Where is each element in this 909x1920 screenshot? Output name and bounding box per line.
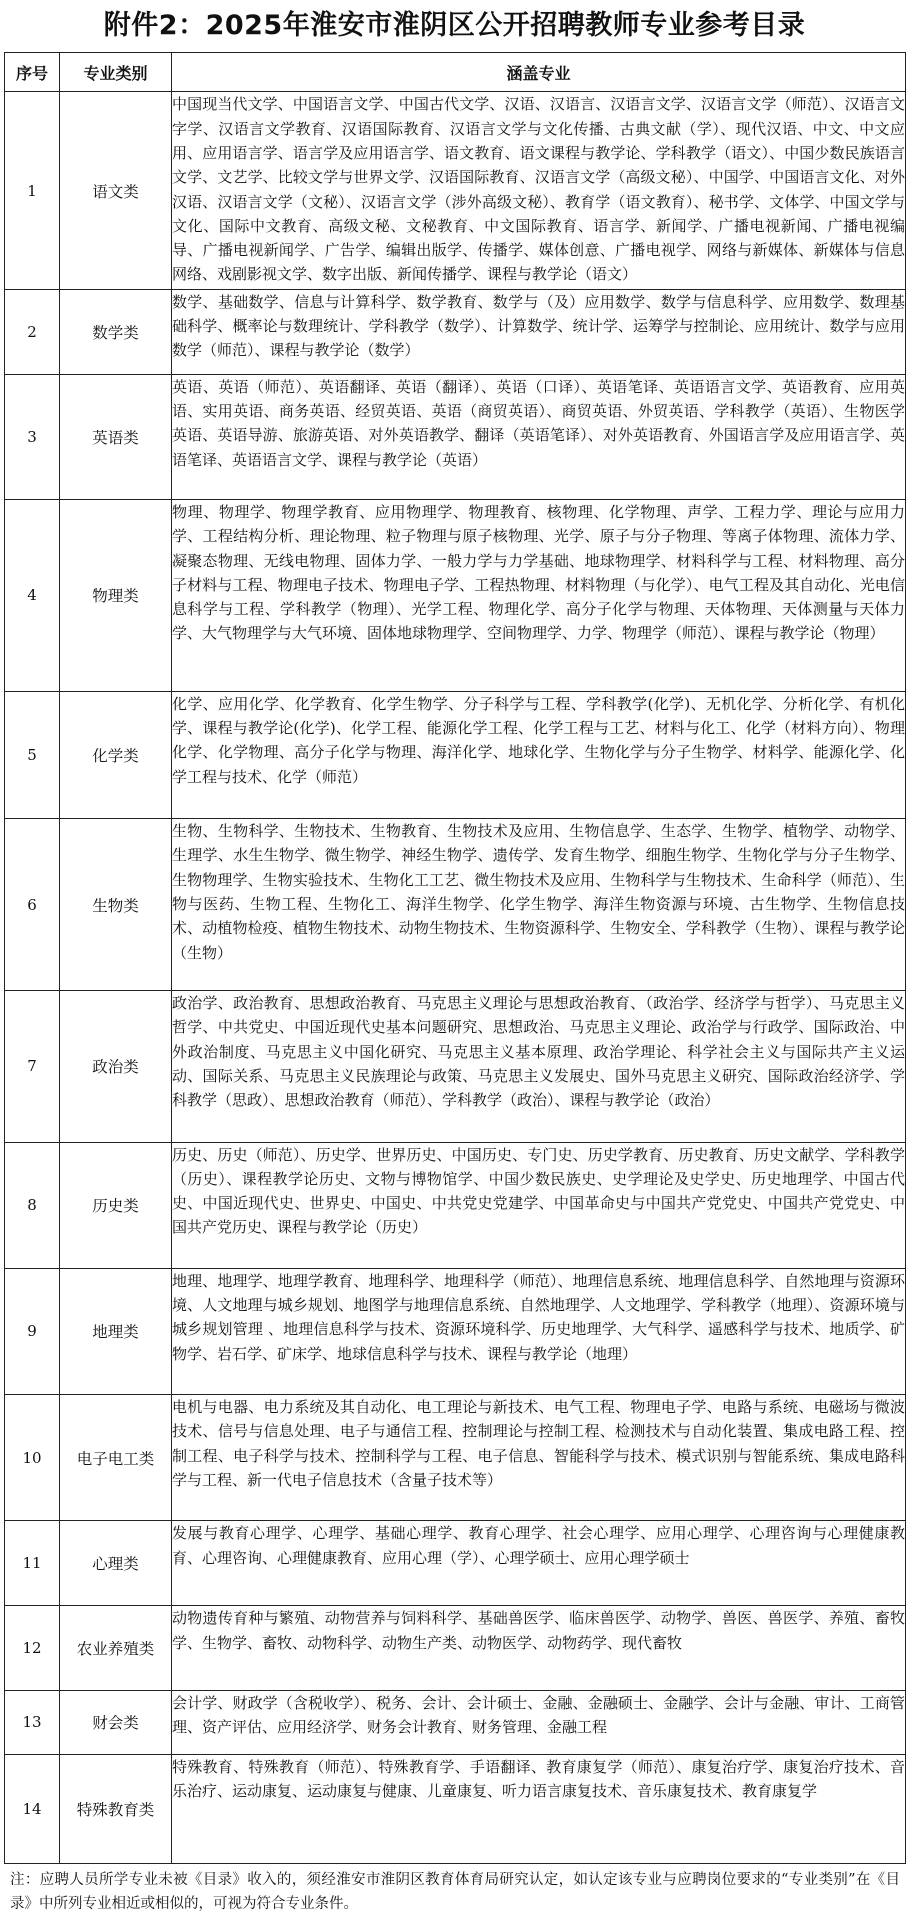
row-majors: 中国现当代文学、中国语言文学、中国古代文学、汉语、汉语言、汉语言文学、汉语言文学（师范）、汉语言文字学、汉语言文学教育、汉语国际教育、汉语言文学与文化传播、古典文献（学）、现代汉语、中文、中文应用、应用语言学、语言学及应用语言学、语文教育、语文课程与教学论、学科教学（语文）、中国少数民族语言文学、文艺学、比较文学与世界文学、汉语国际教育、汉语言文学（高级文秘）、中国学、中国语言文化、对外汉语、汉语言文学（文秘）、汉语言文学（涉外高级文秘）、教育学（语文教育）、秘书学、文体学、中国文学与文化、国际中文教育、高级文秘、文秘教育、中文国际教育、语言学、新闻学、广播电视新闻、广播电视编导、广播电视新闻学、广告学、编辑出版学、传播学、媒体创意、广播电视学、网络与新媒体、新媒体与信息网络、戏剧影视文学、数字出版、新闻传播学、课程与教学论（语文） [172,92,906,289]
table-row [5,1268,906,1394]
table-row [5,289,906,374]
row-category: 财会类 [60,1691,172,1755]
row-majors: 英语、英语（师范）、英语翻译、英语（翻译）、英语（口译）、英语笔译、英语语言文学、英语教育、应用英语、实用英语、商务英语、经贸英语、英语（商贸英语）、商贸英语、外贸英语、学科教学（英语）、生物医学英语、英语导游、旅游英语、对外英语教学、翻译（英语笔译）、对外英语教育、外国语言学及应用语言学、英语笔译、英语语言文学、课程与教学论（英语） [172,374,906,499]
row-category: 英语类 [60,374,172,499]
row-number: 2 [5,289,60,374]
row-category: 电子电工类 [60,1395,172,1521]
row-majors: 物理、物理学、物理学教育、应用物理学、物理教育、核物理、化学物理、声学、工程力学、理论与应用力学、工程结构分析、理论物理、粒子物理与原子核物理、光学、原子与分子物理、等离子体物理、流体力学、凝聚态物理、无线电物理、固体力学、一般力学与力学基础、地球物理学、材料科学与工程、材料物理、高分子材料与工程、物理电子技术、物理电子学、工程热物理、材料物理（与化学）、电气工程及其自动化、光电信息科学与工程、学科教学（物理）、光学工程、物理化学、高分子化学与物理、天体物理、天体测量与天体力学、大气物理学与大气环境、固体地球物理学、空间物理学、力学、物理学（师范）、课程与教学论（物理） [172,499,906,691]
row-majors: 生物、生物科学、生物技术、生物教育、生物技术及应用、生物信息学、生态学、生物学、植物学、动物学、生理学、水生生物学、微生物学、神经生物学、遗传学、发育生物学、细胞生物学、生物化学与分子生物学、生物物理学、生物实验技术、生物化工工艺、微生物技术及应用、生物科学与生物技术、生命科学（师范）、生物与医药、生物工程、生物化工、海洋生物学、化学生物学、海洋生物资源与环境、古生物学、生物信息技术、动植物检疫、植物生物技术、动物生物技术、生物资源科学、生物安全、学科教学（生物）、课程与教学论（生物） [172,819,906,991]
row-number: 5 [5,691,60,818]
row-category: 化学类 [60,691,172,818]
row-majors: 化学、应用化学、化学教育、化学生物学、分子科学与工程、学科教学(化学)、无机化学、分析化学、有机化学、课程与教学论(化学)、化学工程、能源化学工程、化学工程与工艺、材料与化工、化学（材料方向）、物理化学、化学物理、高分子化学与物理、海洋化学、地球化学、生物化学与分子生物学、材料学、能源化学、化学工程与技术、化学（师范） [172,691,906,818]
table-row [5,990,906,1142]
table-row [5,1395,906,1521]
row-category: 语文类 [60,92,172,289]
row-category: 政治类 [60,990,172,1142]
row-number: 3 [5,374,60,499]
row-majors: 数学、基础数学、信息与计算科学、数学教育、数学与（及）应用数学、数学与信息科学、应用数学、数理基础科学、概率论与数理统计、学科教学（数学）、计算数学、统计学、运筹学与控制论、应用统计、数学与应用数学（师范）、课程与教学论（数学） [172,289,906,374]
row-category: 历史类 [60,1142,172,1268]
row-majors: 会计学、财政学（含税收学）、税务、会计、会计硕士、金融、金融硕士、金融学、会计与金融、审计、工商管理、资产评估、应用经济学、财务会计教育、财务管理、金融工程 [172,1691,906,1755]
row-category: 物理类 [60,499,172,691]
row-number: 1 [5,92,60,289]
row-number: 12 [5,1606,60,1691]
footnote: 注：应聘人员所学专业未被《目录》收入的，须经淮安市淮阴区教育体育局研究认定，如认定该专业与应聘岗位要求的“专业类别”在《目录》中所列专业相近或相似的，可视为符合专业条件。 [10,1872,900,1912]
table-row [5,819,906,991]
table-row [5,1606,906,1691]
table-row [5,1691,906,1755]
header-major-category: 专业类别 [60,53,172,92]
row-majors: 政治学、政治教育、思想政治教育、马克思主义理论与思想政治教育、（政治学、经济学与哲学）、马克思主义哲学、中共党史、中国近现代史基本问题研究、思想政治、马克思主义理论、政治学与行政学、国际政治、中外政治制度、马克思主义中国化研究、马克思主义基本原理、政治学理论、科学社会主义与国际共产主义运动、国际关系、马克思主义民族理论与政策、马克思主义发展史、国外马克思主义研究、国际政治经济学、学科教学（思政）、思想政治教育（师范）、学科教学（政治）、课程与教学论（政治） [172,990,906,1142]
row-number: 11 [5,1521,60,1606]
row-majors: 历史、历史（师范）、历史学、世界历史、中国历史、专门史、历史学教育、历史教育、历史文献学、学科教学（历史）、课程教学论历史、文物与博物馆学、中国少数民族史、史学理论及史学史、历史地理学、中国古代史、中国近现代史、世界史、中国史、中共党史党建学、中国革命史与中国共产党党史、中国共产党党史、中国共产党历史、课程与教学论（历史） [172,1142,906,1268]
header-covered-majors: 涵盖专业 [172,53,906,92]
row-number: 8 [5,1142,60,1268]
row-number: 10 [5,1395,60,1521]
row-majors: 电机与电器、电力系统及其自动化、电工理论与新技术、电气工程、物理电子学、电路与系统、电磁场与微波技术、信号与信息处理、电子与通信工程、控制理论与控制工程、检测技术与自动化装置、集成电路工程、控制工程、电子科学与技术、控制科学与工程、电子信息、智能科学与技术、模式识别与智能系统、集成电路科学与工程、新一代电子信息技术（含量子技术等） [172,1395,906,1521]
row-category: 农业养殖类 [60,1606,172,1691]
row-category: 地理类 [60,1268,172,1394]
table-header-row [5,53,906,92]
major-catalog-table [4,52,906,1864]
row-category: 生物类 [60,819,172,991]
row-category: 心理类 [60,1521,172,1606]
table-row [5,691,906,818]
row-number: 13 [5,1691,60,1755]
row-number: 6 [5,819,60,991]
row-number: 9 [5,1268,60,1394]
table-row [5,1754,906,1863]
table-row [5,499,906,691]
row-majors: 动物遗传育种与繁殖、动物营养与饲料科学、基础兽医学、临床兽医学、动物学、兽医、兽医学、养殖、畜牧学、生物学、畜牧、动物科学、动物生产类、动物医学、动物药学、现代畜牧 [172,1606,906,1691]
header-serial-number: 序号 [5,53,60,92]
row-category: 数学类 [60,289,172,374]
table-row [5,374,906,499]
row-majors: 发展与教育心理学、心理学、基础心理学、教育心理学、社会心理学、应用心理学、心理咨询与心理健康教育、心理咨询、心理健康教育、应用心理（学）、心理学硕士、应用心理学硕士 [172,1521,906,1606]
table-row [5,1521,906,1606]
row-number: 4 [5,499,60,691]
document-title: 附件2：2025年淮安市淮阴区公开招聘教师专业参考目录 [103,10,806,41]
row-number: 7 [5,990,60,1142]
table-row [5,1142,906,1268]
row-number: 14 [5,1754,60,1863]
row-category: 特殊教育类 [60,1754,172,1863]
row-majors: 特殊教育、特殊教育（师范）、特殊教育学、手语翻译、教育康复学（师范）、康复治疗学、康复治疗技术、音乐治疗、运动康复、运动康复与健康、儿童康复、听力语言康复技术、音乐康复技术、教育康复学 [172,1754,906,1863]
table-row [5,92,906,289]
row-majors: 地理、地理学、地理学教育、地理科学、地理科学（师范）、地理信息系统、地理信息科学、自然地理与资源环境、人文地理与城乡规划、地图学与地理信息系统、自然地理学、人文地理学、学科教学（地理）、资源环境与城乡规划管理 、地理信息科学与技术、资源环境科学、历史地理学、大气科学、遥感科学与技术、地质学、矿物学、岩石学、矿床学、地球信息科学与技术、课程与教学论（地理） [172,1268,906,1394]
